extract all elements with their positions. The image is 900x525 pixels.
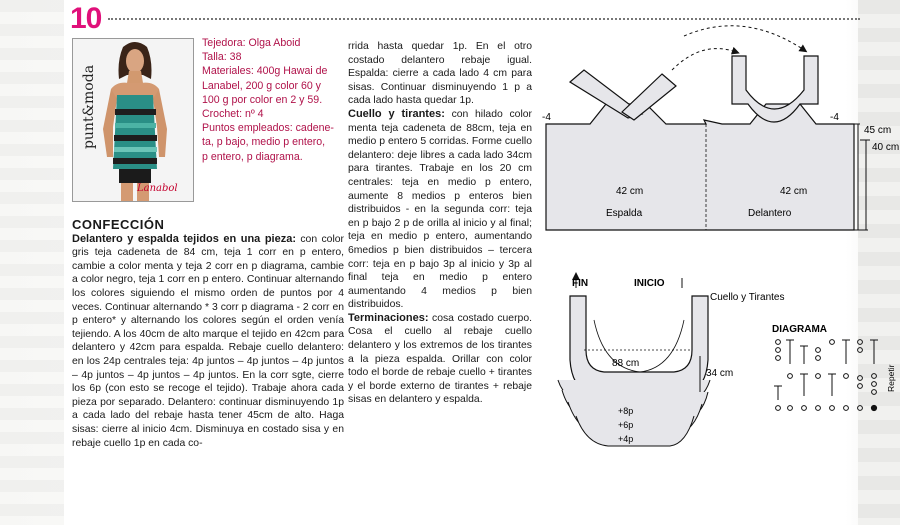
espalda-label: Espalda bbox=[606, 208, 643, 219]
pattern-info bbox=[202, 36, 342, 164]
info-line: Tejedora: Olga Aboid bbox=[202, 37, 301, 49]
minus4-left: -4 bbox=[542, 112, 551, 123]
plus-6p: +6p bbox=[618, 420, 634, 430]
instructions-column-2 bbox=[348, 40, 532, 407]
info-line: 100 g por color en 2 y 59. bbox=[202, 93, 323, 106]
continuation-paragraph: rrida hasta quedar 1p. En el otro costado delantero rebaje igual. Espalda: cierre a cada lado 4 cm para sisas. Continuar disminuyendo 1 p a cada lado hasta quedar 1p. bbox=[348, 41, 532, 107]
dim-34: 34 cm bbox=[706, 368, 734, 379]
section-body bbox=[348, 108, 532, 312]
info-line: p entero, p diagrama. bbox=[202, 150, 303, 163]
section-text: con color gris teja cadeneta de 84 cm, teja 1 corr en p entero, cambie a color menta y teja 2 corr en p diagrama, cambie a color negro, teja 1 corr en p entero. Continuar alternando los colores siguiendo el mismo orden de puntos por 4 veces. Continuar alternando * 3 corr p diagrama - 2 corr en p entero* y alternando los colores según el orden venía tejiendo. A los 40cm de alto marque el tejido en 42cm para delantero y 42cm para espalda. Rebaje cuello delantero: en los 24p centrales teja: 4p juntos – 4p juntos – 4p juntos – 4p juntos – 4p juntos – 4p juntos. En la corr sgte, cierre los 6p (con esto se recoge el tejido). Trabaje ahora cada pieza por separado. Delantero: continuar disminuyendo 1p a cada lado del rebaje hasta tener 45cm de alto. Haga sisas: cierre al inicio 4cm. Disminuya en costado sisa y en rebaje cuello 1p en cada co- bbox=[72, 233, 344, 449]
stitch-chart bbox=[774, 340, 878, 411]
info-line: ta, p bajo, medio p entero, bbox=[202, 136, 326, 149]
brand-signature: Lanabol bbox=[137, 183, 178, 194]
delantero-label: Delantero bbox=[748, 208, 792, 219]
arrow-2 bbox=[684, 26, 804, 50]
delantero-width: 42 cm bbox=[780, 186, 808, 197]
info-line: Puntos empleados: cadene- bbox=[202, 122, 334, 135]
instructions-column-1 bbox=[72, 218, 344, 450]
plus-4p: +4p bbox=[618, 434, 634, 444]
section-title: Delantero y espalda tejidos en una pieza: bbox=[72, 232, 296, 245]
repetir-label: Repetir bbox=[886, 364, 896, 392]
info-line: Lanabel, 200 g color 60 y bbox=[202, 79, 321, 92]
section-text: cosa costado cuerpo. Cosa el cuello al rebaje cuello delantero y los extremos de los tirantes a la pieza espalda. Orillar con color todo el borde de rebaje cuello + tirantes y el borde externo de tirantes + rebaje sisas en delantero y espalda. bbox=[348, 312, 532, 406]
page-number: 10 bbox=[70, 2, 102, 35]
dim-88: 88 cm bbox=[612, 358, 640, 369]
arrow-1 bbox=[672, 49, 736, 70]
dim-40: 40 cm bbox=[872, 142, 900, 153]
section-body bbox=[348, 312, 532, 407]
info-line: Talla: 38 bbox=[202, 51, 242, 64]
brand-vertical: punt&moda bbox=[81, 64, 98, 150]
section-title: Terminaciones: bbox=[348, 311, 429, 324]
model-photo bbox=[72, 38, 194, 202]
section-text: con hilado color menta teja cadeneta de 88cm, teja en medio p entero 5 corridas. Forme cuello delantero: deje libres a cada lado 34cm para tirantes. Trabaje en los 20 cm centrales: teja en medio p entero, aumente 8 medios p enteros bien distribuidos - en la segunda corr: teja en p bajo 2 p de orilla al inicio y al final; teja en medio p entero, aumentando 6medios p bien distribuidos – tercera corr: teja en p bajo 3p al inicio y 3p al final teja en medio p entero aumentando 4 medios p bien distribuidos. bbox=[348, 108, 532, 311]
info-line: Crochet: nº 4 bbox=[202, 108, 264, 121]
diagrama-title: DIAGRAMA bbox=[772, 324, 827, 335]
cuello-label: Cuello y Tirantes bbox=[710, 292, 785, 303]
info-line: Materiales: 400g Hawai de bbox=[202, 65, 328, 78]
left-page-edge bbox=[0, 0, 64, 525]
schematic-diagrams bbox=[534, 20, 900, 490]
minus4-right: -4 bbox=[830, 112, 839, 123]
confeccion-heading: CONFECCIÓN bbox=[72, 217, 165, 232]
dim-45: 45 cm bbox=[864, 125, 892, 136]
fin-label: FIN bbox=[572, 278, 589, 289]
section-title: Cuello y tirantes: bbox=[348, 107, 445, 120]
plus-8p: +8p bbox=[618, 406, 634, 416]
body-piece bbox=[546, 56, 854, 230]
espalda-width: 42 cm bbox=[616, 186, 644, 197]
inicio-label: INICIO bbox=[634, 278, 665, 289]
section-body bbox=[72, 233, 344, 451]
